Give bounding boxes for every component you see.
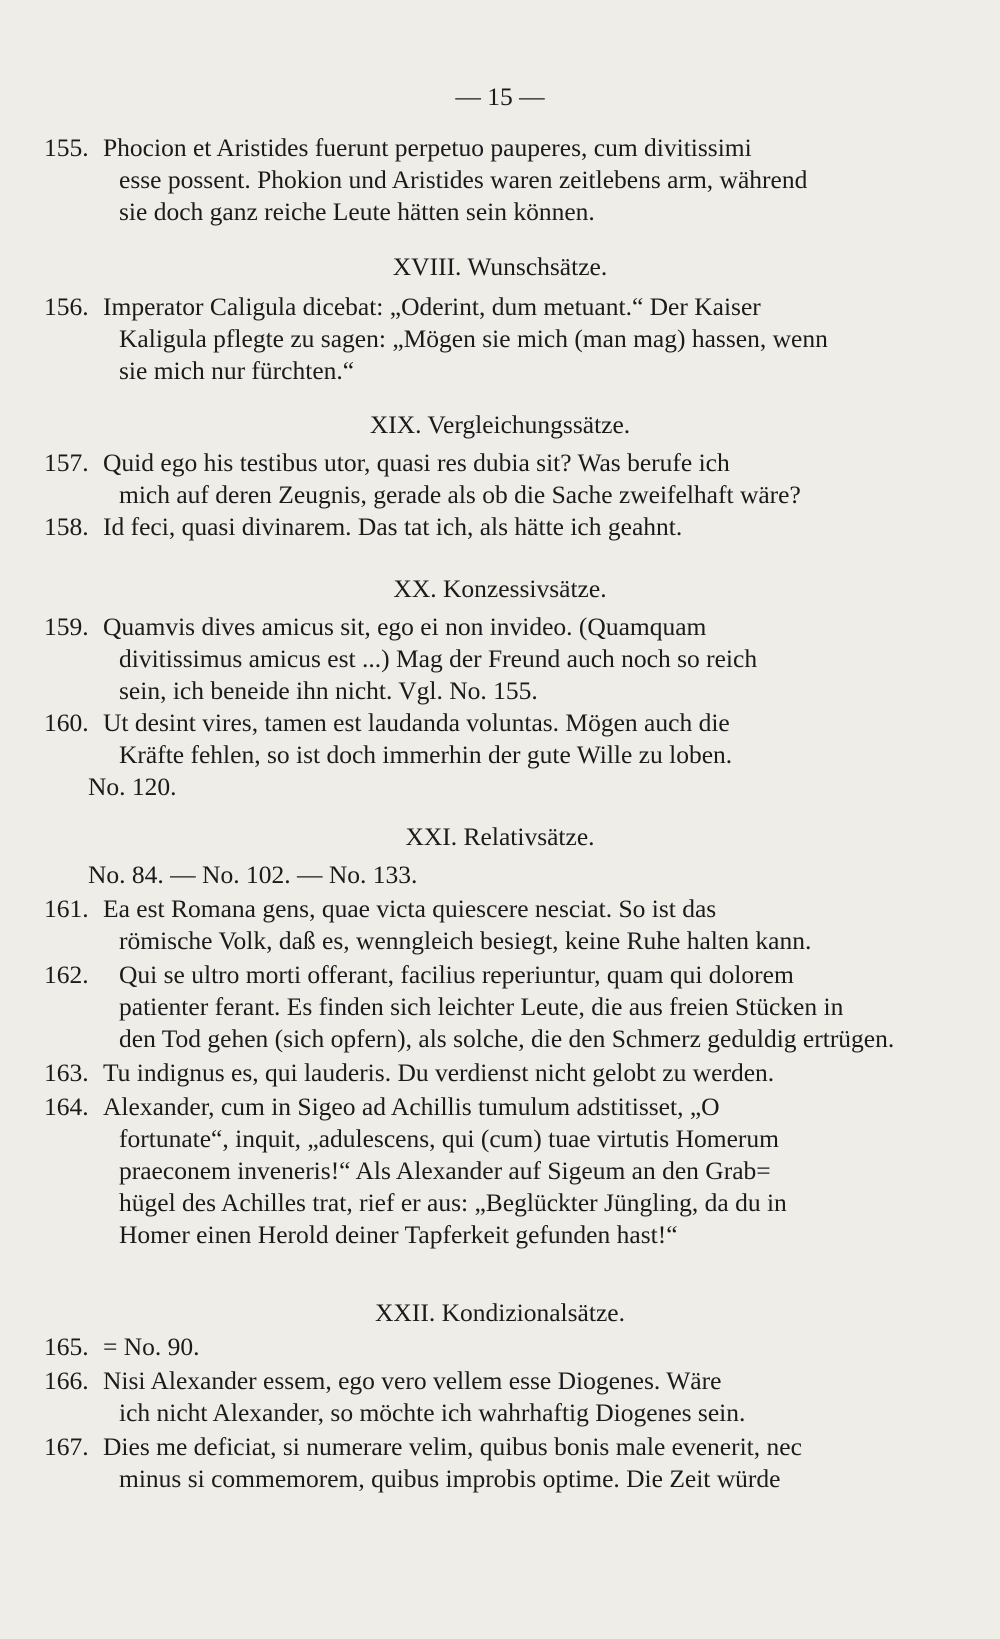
item-number: 160. [44,708,89,737]
item-number: 163. [44,1058,89,1087]
line-text: divitissimus amicus est ...) Mag der Freund auch noch so reich [119,644,758,673]
section-heading: XXII. Kondizionalsätze. [375,1298,625,1327]
line-text: Homer einen Herold deiner Tapferkeit gefunden hast!“ [119,1220,678,1249]
line-text: sein, ich beneide ihn nicht. Vgl. No. 155. [119,676,538,705]
line-text: Id feci, quasi divinarem. Das tat ich, als hätte ich geahnt. [103,512,683,541]
line-text: Qui se ultro morti offerant, facilius reperiuntur, quam qui dolorem [119,960,794,989]
line-text: sie doch ganz reiche Leute hätten sein können. [119,197,595,226]
line-text: hügel des Achilles trat, rief er aus: „Beglückter Jüngling, da du in [119,1188,787,1217]
line-text: den Tod gehen (sich opfern), als solche, die den Schmerz geduldig ertrügen. [119,1024,895,1053]
line-text: sie mich nur fürchten.“ [119,356,355,385]
item-number: 156. [44,292,89,321]
line-text: patienter ferant. Es finden sich leichter Leute, die aus freien Stücken in [119,992,844,1021]
section-heading: XXI. Relativsätze. [405,822,595,851]
line-text: Phocion et Aristides fuerunt perpetuo pauperes, cum divitissimi [103,133,752,162]
line-text: fortunate“, inquit, „adulescens, qui (cum) tuae virtutis Homerum [119,1124,779,1153]
line-text: = No. 90. [103,1332,200,1361]
line-text: Ea est Romana gens, quae victa quiescere nesciat. So ist das [103,894,717,923]
line-text: Quid ego his testibus utor, quasi res dubia sit? Was berufe ich [103,448,730,477]
line-text: Tu indignus es, qui lauderis. Du verdienst nicht gelobt zu werden. [103,1058,775,1087]
section-heading: XVIII. Wunschsätze. [392,252,608,281]
item-number: 164. [44,1092,89,1121]
item-number: 165. [44,1332,89,1361]
item-number: 157. [44,448,89,477]
item-number: 162. [44,960,89,989]
line-text: mich auf deren Zeugnis, gerade als ob die Sache zweifelhaft wäre? [119,480,801,509]
line-text: Dies me deficiat, si numerare velim, quibus bonis male evenerit, nec [103,1432,802,1461]
line-text: Kräfte fehlen, so ist doch immerhin der gute Wille zu loben. [119,740,733,769]
line-text: No. 120. [88,772,177,801]
line-text: Nisi Alexander essem, ego vero vellem esse Diogenes. Wäre [103,1366,722,1395]
line-text: Imperator Caligula dicebat: „Oderint, dum metuant.“ Der Kaiser [103,292,761,321]
item-number: 155. [44,133,89,162]
item-number: 161. [44,894,89,923]
line-text: Alexander, cum in Sigeo ad Achillis tumulum adstitisset, „O [103,1092,720,1121]
item-number: 166. [44,1366,89,1395]
item-number: 167. [44,1432,89,1461]
section-heading: XX. Konzessivsätze. [393,574,607,603]
line-text: esse possent. Phokion und Aristides waren zeitlebens arm, während [119,165,808,194]
item-number: 158. [44,512,89,541]
line-text: ich nicht Alexander, so möchte ich wahrhaftig Diogenes sein. [119,1398,746,1427]
line-text: Ut desint vires, tamen est laudanda voluntas. Mögen auch die [103,708,730,737]
line-text: Kaligula pflegte zu sagen: „Mögen sie mich (man mag) hassen, wenn [119,324,828,353]
line-text: römische Volk, daß es, wenngleich besiegt, keine Ruhe halten kann. [119,926,812,955]
line-text: Quamvis dives amicus sit, ego ei non invideo. (Quamquam [103,612,707,641]
section-heading: XIX. Vergleichungssätze. [369,410,631,439]
line-text: minus si commemorem, quibus improbis optime. Die Zeit würde [119,1464,781,1493]
page-number: — 15 — [455,82,545,111]
line-text: praeconem inveneris!“ Als Alexander auf Sigeum an den Grab= [119,1156,771,1185]
line-text: No. 84. — No. 102. — No. 133. [88,860,418,889]
item-number: 159. [44,612,89,641]
